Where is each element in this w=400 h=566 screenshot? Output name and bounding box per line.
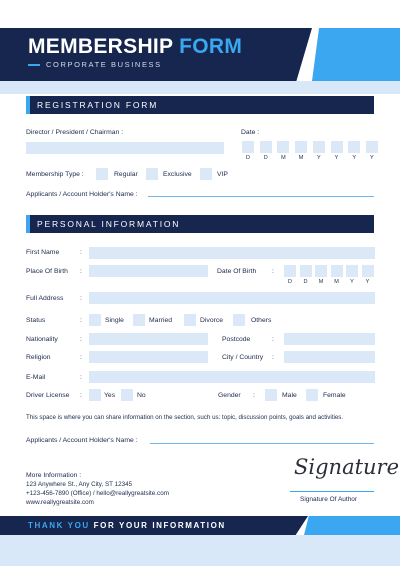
info-note: This space is where you can share information on the section, such us: topic, discussion points, goals and activities. — [26, 414, 344, 421]
dob-box[interactable] — [362, 265, 374, 277]
dob-box[interactable] — [315, 265, 327, 277]
divorce-label: Divorce — [200, 317, 224, 324]
colon: : — [80, 295, 82, 302]
dob-box[interactable] — [346, 265, 358, 277]
colon: : — [80, 268, 82, 275]
date-box[interactable] — [295, 141, 307, 153]
vip-checkbox[interactable] — [200, 168, 212, 180]
female-checkbox[interactable] — [306, 389, 318, 401]
date-box[interactable] — [366, 141, 378, 153]
date-box[interactable] — [277, 141, 289, 153]
email-label: E-Mail — [26, 374, 46, 381]
colon: : — [272, 336, 274, 343]
date-letter: Y — [334, 155, 339, 161]
regular-checkbox[interactable] — [96, 168, 108, 180]
subtitle-dash — [28, 64, 40, 66]
form-subtitle: CORPORATE BUSINESS — [46, 60, 162, 69]
single-checkbox[interactable] — [89, 314, 101, 326]
colon: : — [80, 336, 82, 343]
date-letter: D — [263, 155, 268, 161]
personal-section-header: PERSONAL INFORMATION — [26, 215, 374, 233]
driver-no-checkbox[interactable] — [121, 389, 133, 401]
membership-type-label: Membership Type : — [26, 171, 84, 178]
single-label: Single — [105, 317, 124, 324]
signature-script: Signature — [294, 455, 400, 479]
dob-letter: Y — [365, 279, 370, 285]
dob-box[interactable] — [284, 265, 296, 277]
dob-letter: D — [288, 279, 292, 285]
dob-box[interactable] — [300, 265, 312, 277]
date-of-birth-label: Date Of Birth — [217, 268, 257, 275]
director-label: Director / President / Chairman : — [26, 129, 124, 136]
full-address-field[interactable] — [89, 292, 375, 304]
date-box[interactable] — [331, 141, 343, 153]
footer-accent — [304, 516, 400, 535]
colon: : — [80, 354, 82, 361]
dob-letter: D — [303, 279, 308, 285]
first-name-label: First Name — [26, 249, 60, 256]
married-label: Married — [149, 317, 173, 324]
date-letter: Y — [316, 155, 321, 161]
holder-name-label: Applicants / Account Holder's Name : — [26, 191, 138, 198]
others-label: Others — [251, 317, 272, 324]
colon: : — [253, 392, 255, 399]
others-checkbox[interactable] — [233, 314, 245, 326]
contact-address: 123 Anywhere St., Any City, ST 12345 — [26, 481, 133, 488]
director-field[interactable] — [26, 142, 224, 154]
footer-underband — [0, 535, 400, 566]
status-label: Status — [26, 317, 46, 324]
male-checkbox[interactable] — [265, 389, 277, 401]
place-of-birth-label: Place Of Birth — [26, 268, 68, 275]
more-info-title: More Information : — [26, 472, 82, 479]
date-letter: M — [298, 155, 304, 161]
date-box[interactable] — [242, 141, 254, 153]
nationality-label: Nationality — [26, 336, 58, 343]
male-label: Male — [282, 392, 297, 399]
married-checkbox[interactable] — [133, 314, 145, 326]
city-country-label: City / Country — [222, 354, 264, 361]
vip-label: VIP — [217, 171, 228, 178]
first-name-field[interactable] — [89, 247, 375, 259]
date-letter: M — [281, 155, 286, 161]
postcode-field[interactable] — [284, 333, 375, 345]
colon: : — [272, 354, 274, 361]
nationality-field[interactable] — [89, 333, 208, 345]
date-letter: D — [246, 155, 250, 161]
colon: : — [80, 392, 82, 399]
postcode-label: Postcode — [222, 336, 251, 343]
driver-no-label: No — [137, 392, 146, 399]
regular-label: Regular — [114, 171, 138, 178]
religion-field[interactable] — [89, 351, 208, 363]
colon: : — [80, 317, 82, 324]
colon: : — [80, 249, 82, 256]
place-of-birth-field[interactable] — [89, 265, 208, 277]
colon: : — [272, 268, 274, 275]
date-box[interactable] — [313, 141, 325, 153]
exclusive-checkbox[interactable] — [146, 168, 158, 180]
signature-caption: Signature Of Author — [300, 496, 358, 503]
contact-phone-email: +123-456-7890 (Office) / hello@reallygreatsite.com — [26, 490, 169, 497]
registration-section-header: REGISTRATION FORM — [26, 96, 374, 114]
email-field[interactable] — [89, 371, 375, 383]
header-accent — [312, 28, 400, 81]
date-box[interactable] — [348, 141, 360, 153]
divorce-checkbox[interactable] — [184, 314, 196, 326]
date-letter: Y — [370, 155, 374, 161]
colon: : — [80, 374, 82, 381]
date-box[interactable] — [260, 141, 272, 153]
gender-label: Gender — [218, 392, 241, 399]
footer-thank-you: THANK YOU FOR YOUR INFORMATION — [28, 521, 226, 530]
date-label: Date : — [241, 129, 260, 136]
dob-letter: M — [334, 279, 339, 285]
holder-name-line[interactable] — [148, 196, 374, 197]
applicant-name-line[interactable] — [150, 443, 374, 444]
signature-line[interactable] — [290, 491, 374, 492]
exclusive-label: Exclusive — [163, 171, 192, 178]
driver-license-label: Driver License — [26, 392, 70, 399]
city-country-field[interactable] — [284, 351, 375, 363]
header-underband — [0, 81, 400, 94]
dob-letter: Y — [350, 279, 354, 285]
female-label: Female — [323, 392, 346, 399]
full-address-label: Full Address — [26, 295, 64, 302]
driver-yes-checkbox[interactable] — [89, 389, 101, 401]
driver-yes-label: Yes — [104, 392, 116, 399]
religion-label: Religion — [26, 354, 51, 361]
date-letter: Y — [352, 155, 357, 161]
contact-website: www.reallygreatsite.com — [26, 499, 94, 506]
dob-letter: M — [318, 279, 324, 285]
applicant-name-label: Applicants / Account Holder's Name : — [26, 437, 138, 444]
form-title: MEMBERSHIP FORM — [28, 35, 243, 58]
dob-box[interactable] — [331, 265, 343, 277]
